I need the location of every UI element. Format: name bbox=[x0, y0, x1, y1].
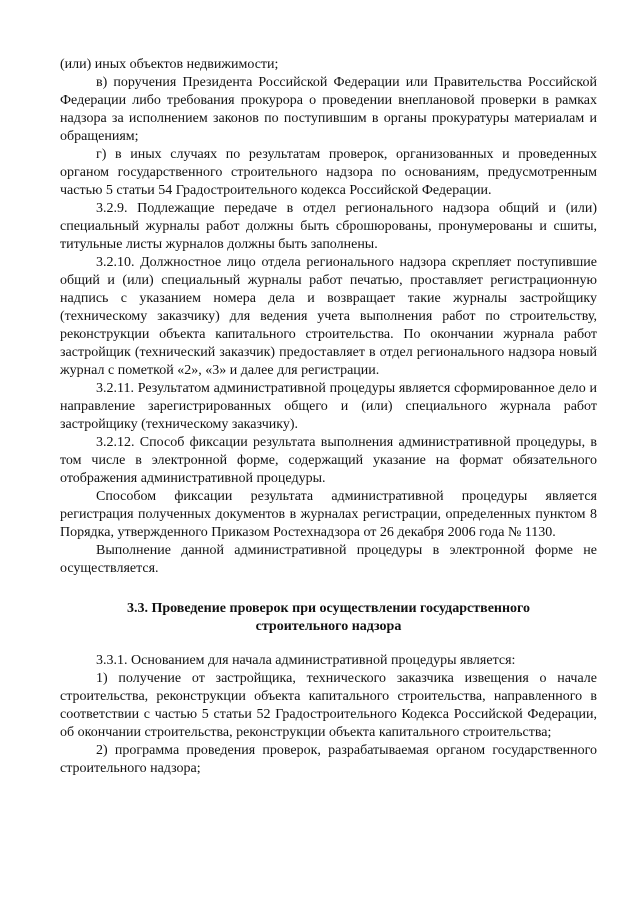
paragraph-item-2: 2) программа проведения проверок, разрабатываемая органом государственного строительного надзора; bbox=[60, 743, 597, 776]
paragraph-3-2-11: 3.2.11. Результатом административной процедуры является сформированное дело и направление зарегистрированных общего и (или) специального журнала работ застройщику (техническому заказчику). bbox=[60, 381, 597, 432]
paragraph-continuation: (или) иных объектов недвижимости; bbox=[60, 57, 279, 72]
paragraph-fixation-method: Способом фиксации результата административной процедуры является регистрация полученных документов в журналах регистрации, определенных пунктом 8 Порядка, утвержденного Приказом Ростехнадзора от 26 декабря 2006 года № 1130. bbox=[60, 489, 597, 540]
section-heading-3-3: 3.3. Проведение проверок при осуществлении государственного строительного надзора bbox=[126, 601, 531, 634]
paragraph-electronic-form: Выполнение данной административной процедуры в электронной форме не осуществляется. bbox=[60, 543, 597, 576]
paragraph-3-3-1: 3.3.1. Основанием для начала административной процедуры является: bbox=[96, 653, 516, 668]
paragraph-3-2-9: 3.2.9. Подлежащие передаче в отдел регионального надзора общий и (или) специальный журналы работ должны быть сброшюрованы, пронумерованы и сшиты, титульные листы журналов должны быть заполнены. bbox=[60, 201, 597, 252]
paragraph-3-2-10: 3.2.10. Должностное лицо отдела регионального надзора скрепляет поступившие общий и (или) специальный журналы работ печатью, проставляет регистрационную надпись с указанием номера дела и возвращает такие журналы застройщику (техническому заказчику) для ведения учета выполнения работ по строительству, реконструкции объекта капитального строительства. По окончании журнала работ застройщик (технический заказчик) предоставляет в отдел регионального надзора новый журнал с пометкой «2», «3» и далее для регистрации. bbox=[60, 255, 597, 378]
paragraph-3-2-12: 3.2.12. Способ фиксации результата выполнения административной процедуры, в том числе в электронной форме, содержащий указание на формат обязательного отображения административной процедуры. bbox=[60, 435, 597, 486]
paragraph-item-v: в) поручения Президента Российской Федерации или Правительства Российской Федерации либо требования прокурора о проведении внеплановой проверки в рамках надзора за исполнением законов по поступившим в органы прокуратуры материалам и обращениям; bbox=[60, 75, 597, 144]
document-page bbox=[60, 56, 597, 778]
paragraph-item-1: 1) получение от застройщика, технического заказчика извещения о начале строительства, реконструкции объекта капитального строительства, направленного в соответствии с частью 5 статьи 52 Градостроительного Кодекса Российской Федерации, об окончании строительства, реконструкции объекта капитального строительства; bbox=[60, 671, 597, 740]
paragraph-item-g: г) в иных случаях по результатам проверок, организованных и проведенных органом государственного строительного надзора по основаниям, предусмотренным частью 5 статьи 54 Градостроительного кодекса Российской Федерации. bbox=[60, 147, 597, 198]
